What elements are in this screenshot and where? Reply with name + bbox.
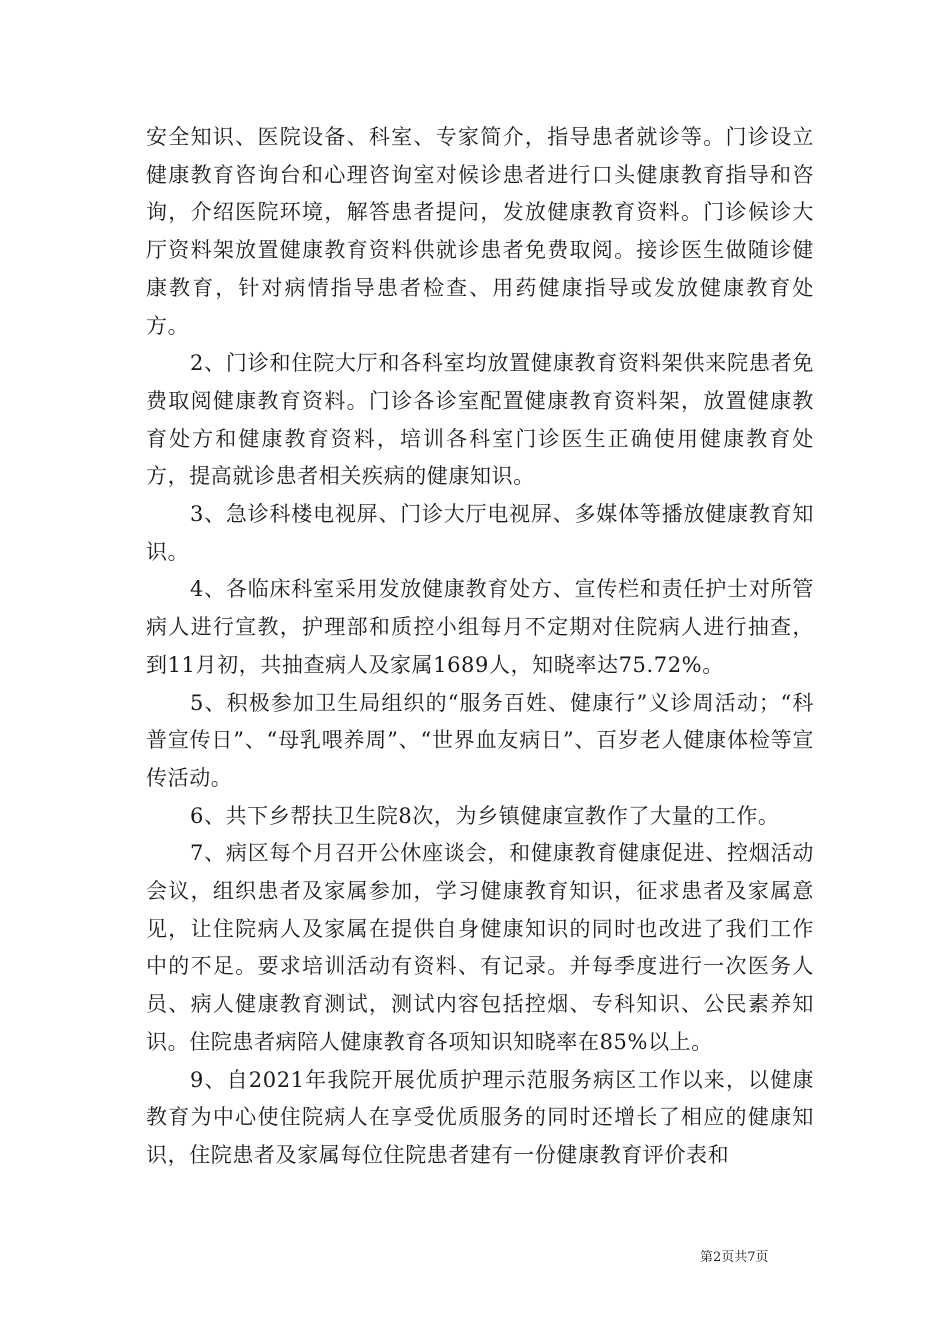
document-body	[146, 119, 814, 1175]
page-number-footer: 第2页共7页	[700, 1250, 769, 1265]
paragraph-4: 4、各临床科室采用发放健康教育处方、宣传栏和责任护士对所管病人进行宣教，护理部和质控小组每月不定期对住院病人进行抽查，到11月初，共抽查病人及家属1689人，知晓率达75.72%。	[146, 577, 814, 677]
paragraph-7: 7、病区每个月召开公休座谈会，和健康教育健康促进、控烟活动会议，组织患者及家属参加，学习健康教育知识，征求患者及家属意见，让住院病人及家属在提供自身健康知识的同时也改进了我们工作中的不足。要求培训活动有资料、有记录。并每季度进行一次医务人员、病人健康教育测试，测试内容包括控烟、专科知识、公民素养知识。住院患者病陪人健康教育各项知识知晓率在85%以上。	[146, 841, 814, 1054]
paragraph-9: 9、自2021年我院开展优质护理示范服务病区工作以来，以健康教育为中心使住院病人在享受优质服务的同时还增长了相应的健康知识，住院患者及家属每位住院患者建有一份健康教育评价表和	[146, 1067, 814, 1167]
paragraph-5: 5、积极参加卫生局组织的“服务百姓、健康行”义诊周活动；“科普宣传日”、“母乳喂养周”、“世界血友病日”、百岁老人健康体检等宣传活动。	[146, 690, 814, 790]
paragraph-3: 3、急诊科楼电视屏、门诊大厅电视屏、多媒体等播放健康教育知识。	[146, 502, 814, 564]
paragraph-2: 2、门诊和住院大厅和各科室均放置健康教育资料架供来院患者免费取阅健康教育资料。门诊各诊室配置健康教育资料架，放置健康教育处方和健康教育资料，培训各科室门诊医生正确使用健康教育处方，提高就诊患者相关疾病的健康知识。	[146, 351, 814, 489]
paragraph-1: 安全知识、医院设备、科室、专家简介，指导患者就诊等。门诊设立健康教育咨询台和心理咨询室对候诊患者进行口头健康教育指导和咨询，介绍医院环境，解答患者提问，发放健康教育资料。门诊候诊大厅资料架放置健康教育资料供就诊患者免费取阅。接诊医生做随诊健康教育，针对病情指导患者检查、用药健康指导或发放健康教育处方。	[146, 125, 814, 338]
paragraph-6: 6、共下乡帮扶卫生院8次，为乡镇健康宣教作了大量的工作。	[190, 803, 780, 828]
